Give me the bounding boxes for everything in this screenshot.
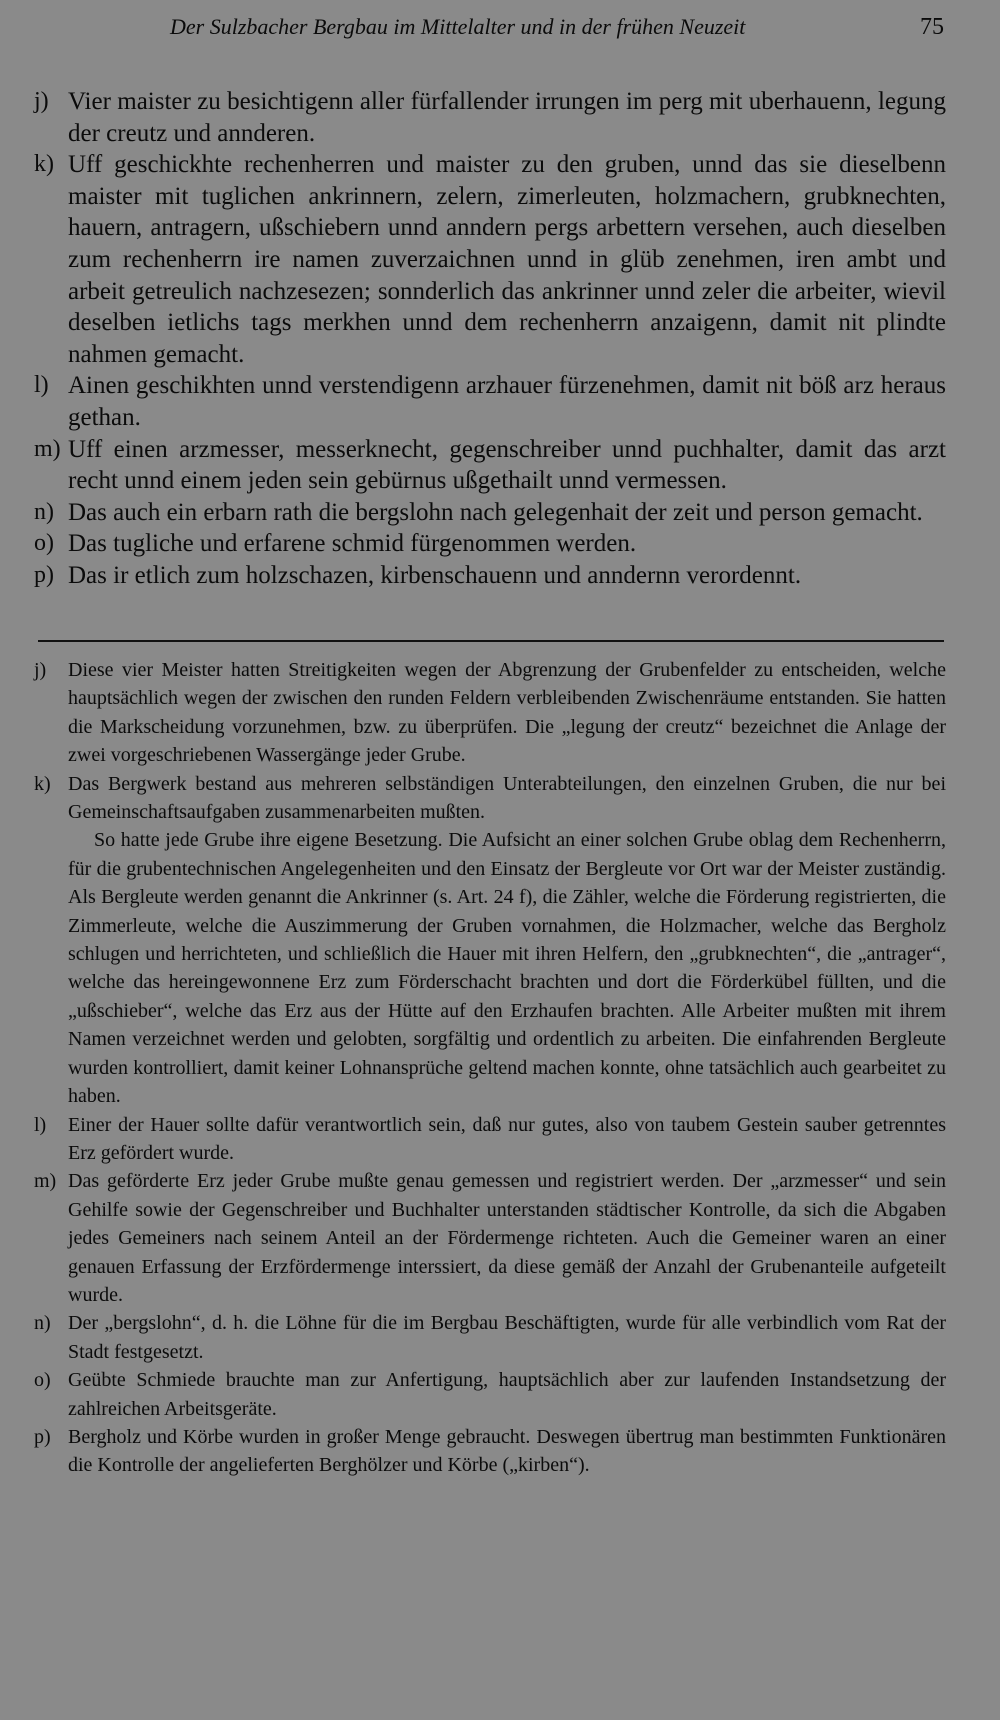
note-marker: j)	[34, 659, 47, 681]
note-marker: n)	[34, 1312, 51, 1335]
item-text: Vier maister zu besichtigenn aller fürfallender irrungen im perg mit uberhauenn, legung der creutz und annderen.	[68, 88, 946, 147]
item-marker: l)	[34, 372, 49, 399]
main-item-p	[34, 560, 946, 592]
note-m	[34, 1167, 946, 1309]
item-marker: n)	[34, 498, 54, 525]
note-text: Das Bergwerk bestand aus mehreren selbständigen Unterabteilungen, den einzelnen Gruben, die nur bei Gemeinschaftsaufgaben zusammenarbeiten mußten.	[68, 772, 946, 824]
note-marker: k)	[34, 772, 51, 795]
item-text: Das ir etlich zum holzschazen, kirbenschauenn und anndernn verordennt.	[68, 561, 802, 589]
item-marker: j)	[34, 88, 49, 114]
item-text: Uff geschickhte rechenherren und maister zu den gruben, unnd das sie dieselbenn maister mit tuglichen ankrinnern, zelern, zimerleuten, holzmachern, grubknechten, hauern, antragern, ußschiebern unnd anndern pergs arbettern versehen, auch dieselben zum rechenherrn ire namen zuverzaichnen unnd in glüb zenehmen, iren ambt und arbeit getreulich nachzesezen; sonnderlich das ankrinner unnd zeler die arbeiter, wievil deselben ietlichs tags merkhen unnd dem rechenherrn anzaigenn, damit nit plindte nahmen gemacht.	[68, 151, 946, 368]
main-item-j	[34, 86, 946, 149]
note-o	[34, 1366, 946, 1423]
page-number: 75	[920, 14, 944, 40]
header-title: Der Sulzbacher Bergbau im Mittelalter und in der frühen Neuzeit	[170, 14, 746, 39]
note-marker: o)	[34, 1369, 51, 1392]
note-k	[34, 770, 946, 827]
item-marker: o)	[34, 530, 54, 557]
note-j	[34, 656, 946, 770]
note-text: Das geförderte Erz jeder Grube mußte genau gemessen und registriert werden. Der „arzmesser“ und sein Gehilfe sowie der Gegenschreiber und Buchhalter unterstanden städtischer Kontrolle, da sich die Abgaben jedes Gemeiners nach seinem Anteil an der Fördermenge richteten. Auch die Gemeiner waren an einer genauen Erfassung der Erzfördermenge interssiert, da diese gemäß der Anzahl der Grubenanteile aufgeteilt wurde.	[68, 1170, 946, 1306]
note-marker: m)	[34, 1170, 57, 1193]
main-item-k	[34, 149, 946, 370]
item-text: Das auch ein erbarn rath die bergslohn nach gelegenhait der zeit und person gemacht.	[68, 498, 923, 526]
footnote-separator	[38, 640, 944, 642]
footnotes	[34, 656, 946, 1480]
item-text: Uff einen arzmesser, messerknecht, gegenschreiber unnd puchhalter, damit das arzt recht unnd einem jeden sein gebürnus ußgethailt unnd vermessen.	[68, 435, 946, 495]
note-k-paragraph: So hatte jede Grube ihre eigene Besetzung. Die Aufsicht an einer solchen Grube oblag dem Rechenherrn, für die grubentechnischen Angelegenheiten und den Einsatz der Bergleute vor Ort war der Meister zuständig. Als Bergleute werden genannt die Ankrinner (s. Art. 24 f), die Zähler, welche die Förderung registrierten, die Zimmerleute, welche die Auszimmerung der Gruben vornahmen, die Holzmacher, welche das Bergholz schlugen und herrichteten, und schließlich die Hauer mit ihren Helfern, den „grubknechten“, die „antrager“, welche das hereingewonnene Erz zum Förderschacht brachten und dort die Förderkübel füllten, und die „ußschieber“, welche das Erz aus der Hütte auf den Erzhaufen brachten. Alle Arbeiter mußten mit ihrem Namen verzeichnet werden und gelobten, sorgfältig und ordentlich zu arbeiten. Die einfahrenden Bergleute wurden kontrolliert, damit keiner Lohnansprüche geltend machen konnte, ohne tatsächlich auch gearbeitet zu haben.	[68, 829, 946, 1108]
main-item-m	[34, 434, 946, 497]
note-marker: l)	[34, 1113, 47, 1136]
note-marker: p)	[34, 1425, 51, 1448]
main-item-l	[34, 370, 946, 433]
item-marker: m)	[34, 435, 61, 462]
note-p	[34, 1423, 946, 1480]
note-text: Der „bergslohn“, d. h. die Löhne für die im Bergbau Beschäftigten, wurde für alle verbindlich vom Rat der Stadt festgesetzt.	[68, 1312, 946, 1363]
main-text-list	[34, 86, 946, 592]
note-text: Bergholz und Körbe wurden in großer Menge gebraucht. Deswegen übertrug man bestimmten Funktionären die Kontrolle der angelieferten Berghölzer und Körbe („kirben“).	[68, 1425, 946, 1477]
note-n	[34, 1309, 946, 1366]
note-l	[34, 1111, 946, 1168]
note-text: Geübte Schmiede brauchte man zur Anfertigung, hauptsächlich aber zur laufenden Instandsetzung der zahlreichen Arbeitsgeräte.	[68, 1369, 946, 1420]
note-text: Diese vier Meister hatten Streitigkeiten wegen der Abgrenzung der Grubenfelder zu entscheiden, welche hauptsächlich wegen der zwischen den runden Feldern verbleibenden Zwischenräume entstanden. Sie hatten die Markscheidung vorzunehmen, bzw. zu überprüfen. Die „legung der creutz“ bezeichnet die Anlage der zwei vorgeschriebenen Wassergänge jeder Grube.	[68, 659, 946, 767]
main-item-o	[34, 528, 946, 560]
note-text: Einer der Hauer sollte dafür verantwortlich sein, daß nur gutes, also von taubem Gestein sauber getrenntes Erz gefördert wurde.	[68, 1113, 946, 1164]
main-item-n	[34, 497, 946, 529]
item-text: Das tugliche und erfarene schmid fürgenommen werden.	[68, 530, 637, 558]
running-header	[170, 14, 950, 50]
item-marker: k)	[34, 151, 54, 178]
item-text: Ainen geschikhten unnd verstendigenn arzhauer fürzenehmen, damit nit böß arz heraus gethan.	[68, 372, 946, 431]
item-marker: p)	[34, 561, 54, 588]
